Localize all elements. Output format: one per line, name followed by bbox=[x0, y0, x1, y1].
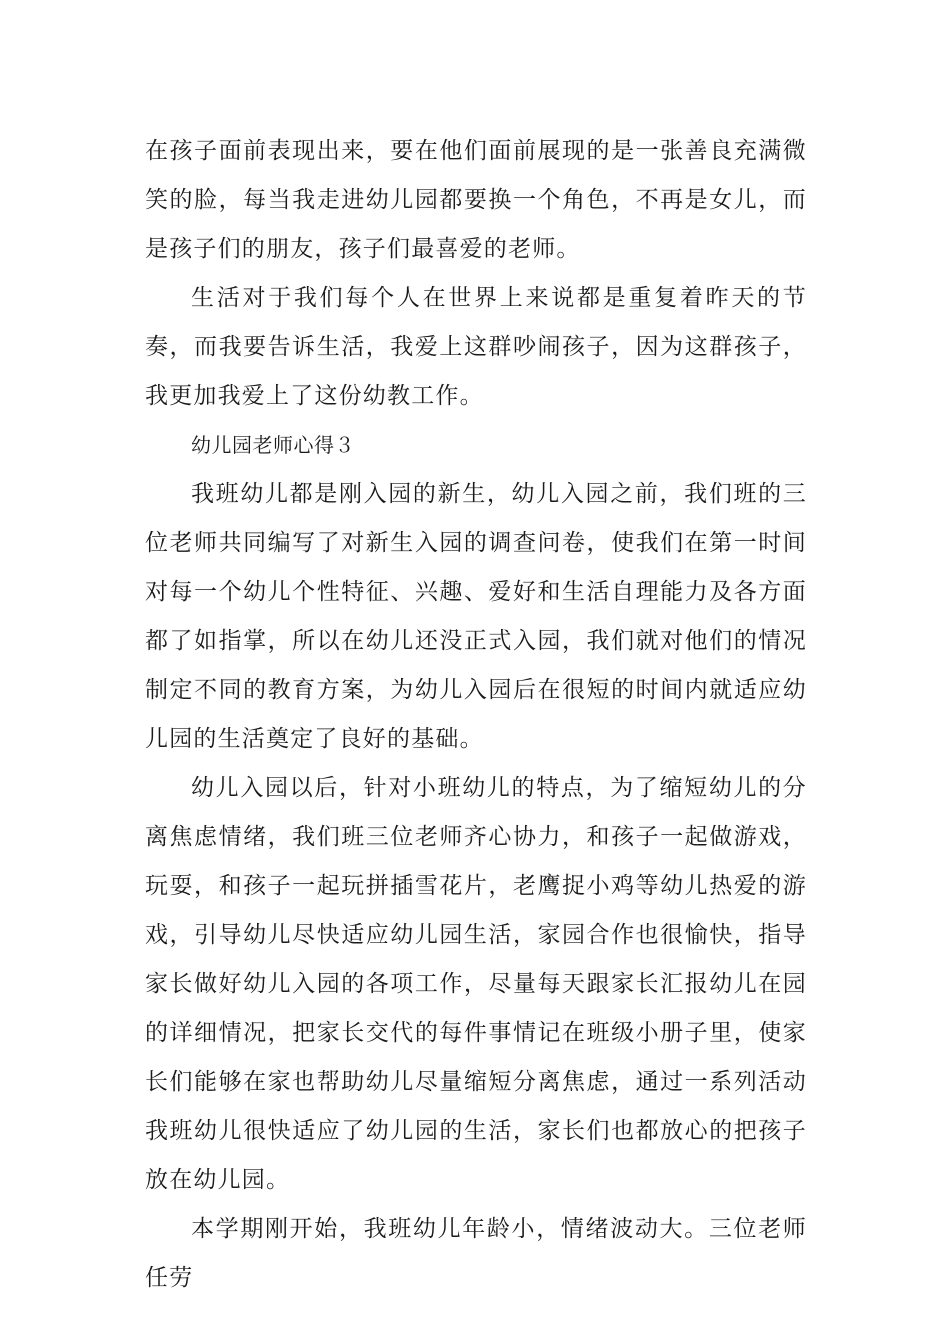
paragraph-after-enrollment: 幼儿入园以后，针对小班幼儿的特点，为了缩短幼儿的分离焦虑情绪，我们班三位老师齐心协力，和孩子一起做游戏，玩耍，和孩子一起玩拼插雪花片，老鹰捉小鸡等幼儿热爱的游戏，引导幼儿尽快适应幼儿园生活，家园合作也很愉快，指导家长做好幼儿入园的各项工作，尽量每天跟家长汇报幼儿在园的详细情况，把家长交代的每件事情记在班级小册子里，使家长们能够在家也帮助幼儿尽量缩短分离焦虑，通过一系列活动我班幼儿很快适应了幼儿园的生活，家长们也都放心的把孩子放在幼儿园。 bbox=[145, 775, 807, 1193]
section-heading: 幼儿园老师心得３ bbox=[191, 433, 355, 457]
paragraph-new-students: 我班幼儿都是刚入园的新生，幼儿入园之前，我们班的三位老师共同编写了对新生入园的调查问卷，使我们在第一时间对每一个幼儿个性特征、兴趣、爱好和生活自理能力及各方面都了如指掌，所以在幼儿还没正式入园，我们就对他们的情况制定不同的教育方案，为幼儿入园后在很短的时间内就适应幼儿园的生活奠定了良好的基础。 bbox=[145, 481, 807, 752]
paragraph-life: 生活对于我们每个人在世界上来说都是重复着昨天的节奏，而我要告诉生活，我爱上这群吵闹孩子，因为这群孩子，我更加我爱上了这份幼教工作。 bbox=[145, 285, 807, 409]
paragraph-semester-start: 本学期刚开始，我班幼儿年龄小，情绪波动大。三位老师任劳 bbox=[145, 1216, 807, 1291]
paragraph-continued: 在孩子面前表现出来，要在他们面前展现的是一张善良充满微笑的脸，每当我走进幼儿园都要换一个角色，不再是女儿，而是孩子们的朋友，孩子们最喜爱的老师。 bbox=[145, 138, 807, 262]
document-body bbox=[145, 127, 807, 1303]
